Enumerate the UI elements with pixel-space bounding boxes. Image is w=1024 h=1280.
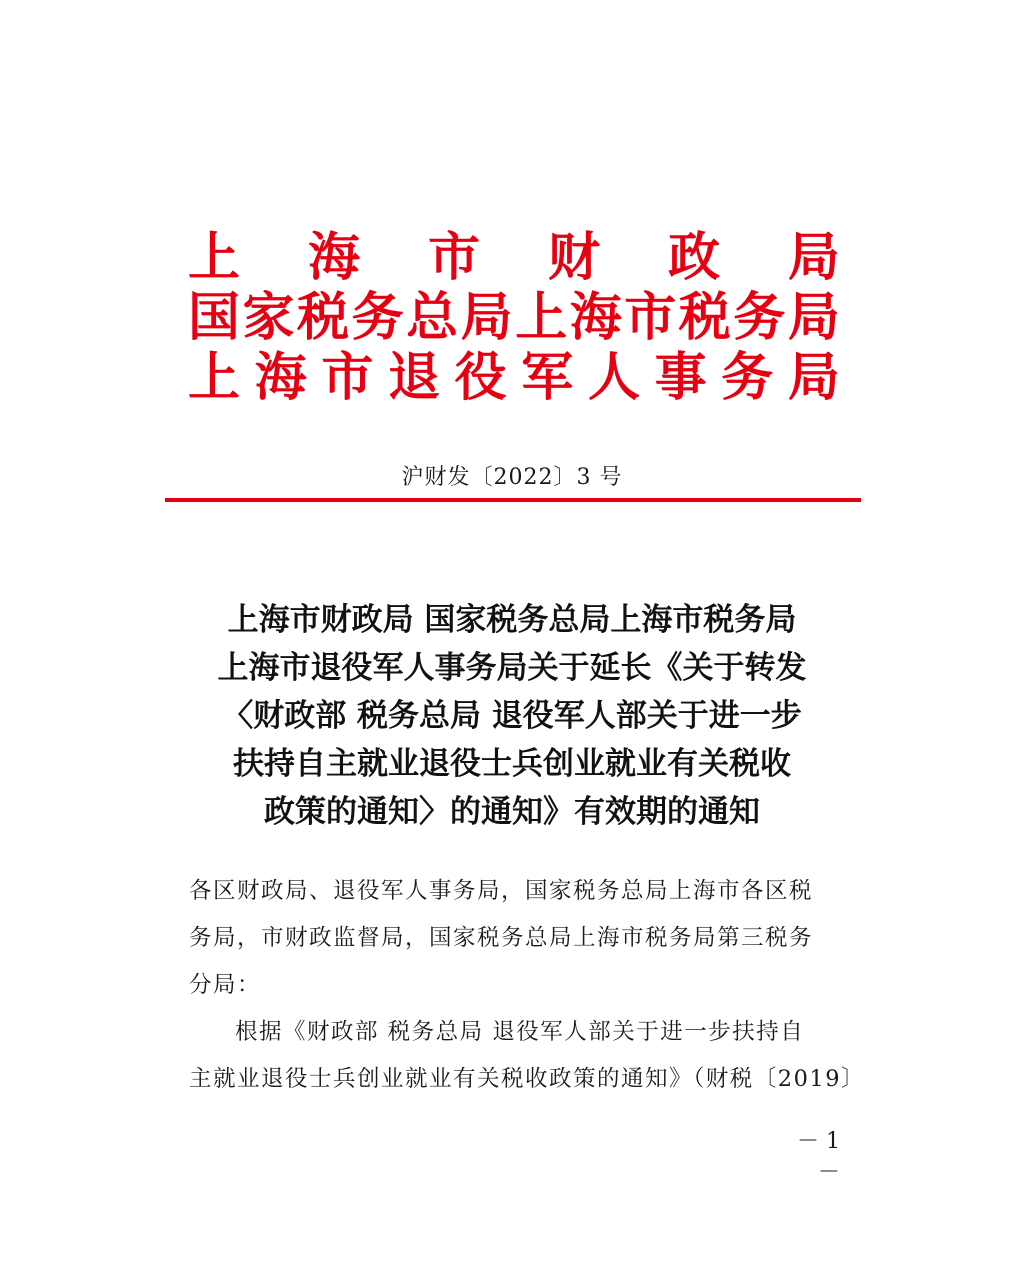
header-line-2 [188,288,840,348]
title-line: 政策的通知〉的通知》有效期的通知 [264,794,760,830]
header-char: 上 [188,348,241,408]
header-char: 财 [547,228,600,288]
header-char: 上 [515,288,568,348]
header-char: 市 [624,288,677,348]
header-char: 务 [351,288,404,348]
header-char: 税 [297,288,350,348]
header-char: 总 [406,288,459,348]
title-line: 〈财政部 税务总局 退役军人部关于进一步 [222,698,802,734]
header-char: 军 [521,348,574,408]
header-char: 市 [321,348,374,408]
title-line: 上海市退役军人事务局关于延长《关于转发 [217,650,807,686]
addressee-line: 各区财政局、退役军人事务局，国家税务总局上海市各区税 [189,878,814,904]
header-char: 务 [733,288,786,348]
paragraph-line: 根据《财政部 税务总局 退役军人部关于进一步扶持自 [235,1019,805,1045]
paragraph-line: 主就业退役士兵创业就业有关税收政策的通知》（财税〔2019〕 [189,1066,866,1092]
addressee-line: 务局，市财政监督局，国家税务总局上海市税务局第三税务 [189,925,814,951]
header-char: 家 [242,288,295,348]
header-line-1 [188,228,840,288]
header-char: 市 [427,228,480,288]
header-char: 务 [721,348,774,408]
header-char: 人 [587,348,640,408]
header-char: 海 [569,288,622,348]
red-divider-line [165,498,861,502]
header-char: 役 [454,348,507,408]
header-char: 海 [307,228,360,288]
page-number: － 1 － [797,1129,840,1185]
title-line: 上海市财政局 国家税务总局上海市税务局 [227,602,797,638]
issuing-authorities-header [188,228,840,408]
header-char: 事 [654,348,707,408]
addressee-line: 分局： [189,972,262,998]
header-char: 局 [787,348,840,408]
header-char: 税 [678,288,731,348]
header-char: 退 [387,348,440,408]
document-title [160,596,864,836]
header-line-3 [188,348,840,408]
header-char: 局 [787,288,840,348]
header-char: 海 [254,348,307,408]
document-body [189,868,866,1103]
header-char: 上 [188,228,241,288]
title-line: 扶持自主就业退役士兵创业就业有关税收 [233,746,791,782]
header-char: 局 [787,228,840,288]
header-char: 政 [667,228,720,288]
header-char: 国 [188,288,241,348]
header-char: 局 [460,288,513,348]
document-number: 沪财发〔2022〕3 号 [401,465,623,490]
